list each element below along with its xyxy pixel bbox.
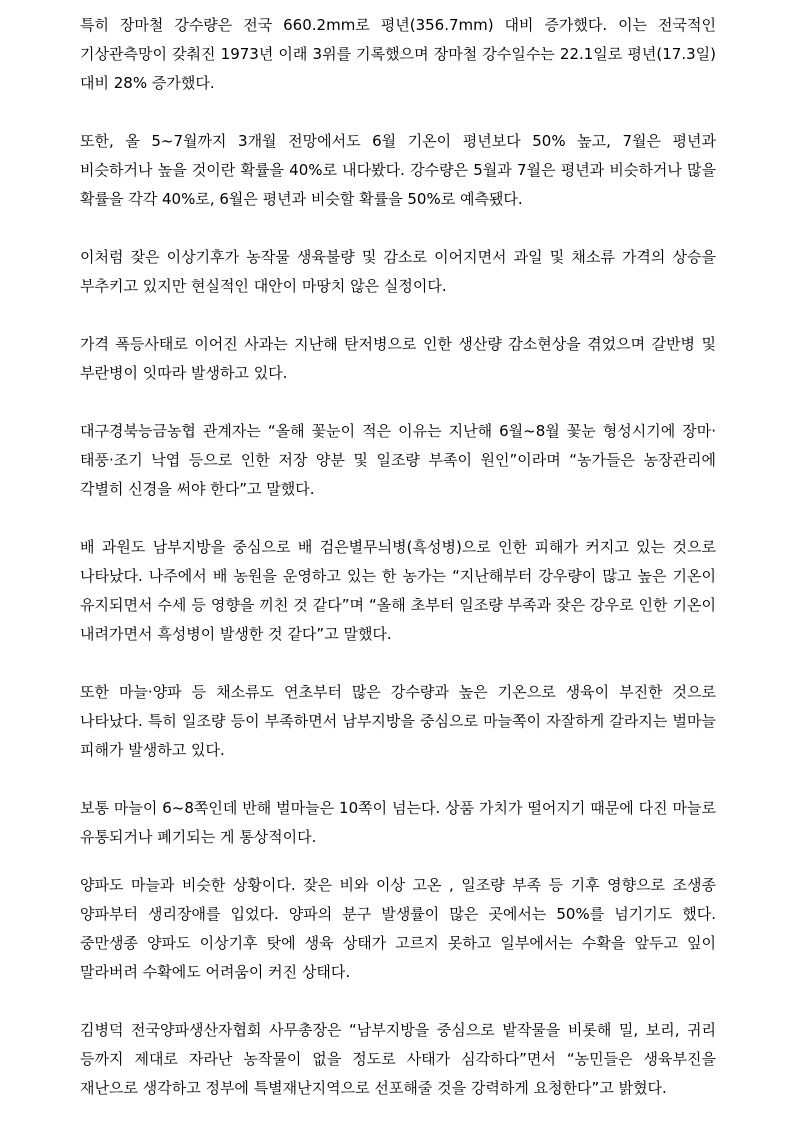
paragraph-apple-disease: 가격 폭등사태로 이어진 사과는 지난해 탄저병으로 인한 생산량 감소현상을 겪었으며 갈반병 및 부란병이 잇따라 발생하고 있다.: [80, 335, 716, 382]
paragraph-cooperative-quote: 대구경북능금농협 관계자는 “올해 꽃눈이 적은 이유는 지난해 6월~8월 꽃눈 형성시기에 장마·태풍·조기 낙엽 등으로 인한 저장 양분 및 일조량 부족이 원인”이라며 “농가들은 농장관리에 각별히 신경을 써야 한다”고 말했다.: [80, 422, 716, 498]
paragraph-pear-scab: 배 과원도 남부지방을 중심으로 배 검은별무늬병(흑성병)으로 인한 피해가 커지고 있는 것으로 나타났다. 나주에서 배 농원을 운영하고 있는 한 농가는 “지난해부터 강우량이 많고 높은 기온이 유지되면서 수세 등 영향을 끼친 것 같다”며 “올해 초부터 일조량 부족과 잦은 강우로 인한 기온이 내려가면서 흑성병이 발생한 것 같다”고 말했다.: [80, 538, 716, 643]
paragraph-three-month-outlook: 또한, 올 5~7월까지 3개월 전망에서도 6월 기온이 평년보다 50% 높고, 7월은 평년과 비슷하거나 높을 것이란 확률을 40%로 내다봤다. 강수량은 5월과 7월은 평년과 비슷하거나 많을 확률을 각각 40%로, 6월은 평년과 비슷할 확률을 50%로 예측됐다.: [80, 132, 716, 208]
paragraph-price-rise: 이처럼 잦은 이상기후가 농작물 생육불량 및 감소로 이어지면서 과일 및 채소류 가격의 상승을 부추키고 있지만 현실적인 대안이 마땅치 않은 실정이다.: [80, 248, 716, 295]
paragraph-rainy-season-rainfall: 특히 장마철 강수량은 전국 660.2mm로 평년(356.7mm) 대비 증가했다. 이는 전국적인 기상관측망이 갖춰진 1973년 이래 3위를 기록했으며 장마철 강수일수는 22.1일로 평년(17.3일) 대비 28% 증가했다.: [80, 16, 716, 92]
paragraph-garlic-onion: 또한 마늘·양파 등 채소류도 연초부터 많은 강수량과 높은 기온으로 생육이 부진한 것으로 나타났다. 특히 일조량 등이 부족하면서 남부지방을 중심으로 마늘쪽이 자잘하게 갈라지는 벌마늘 피해가 발생하고 있다.: [80, 683, 716, 759]
paragraph-split-garlic: 보통 마늘이 6~8쪽인데 반해 벌마늘은 10쪽이 넘는다. 상품 가치가 떨어지기 때문에 다진 마늘로 유통되거나 폐기되는 게 통상적이다.: [80, 799, 716, 846]
paragraph-onion-damage: 양파도 마늘과 비슷한 상황이다. 잦은 비와 이상 고온 , 일조량 부족 등 기후 영향으로 조생종 양파부터 생리장애를 입었다. 양파의 분구 발생률이 많은 곳에서는 50%를 넘기기도 했다. 중만생종 양파도 이상기후 탓에 생육 상태가 고르지 못하고 일부에서는 수확을 앞두고 잎이 말라버려 수확에도 어려움이 커진 상태다.: [80, 876, 716, 981]
paragraph-association-quote: 김병덕 전국양파생산자협회 사무총장은 “남부지방을 중심으로 밭작물을 비롯해 밀, 보리, 귀리 등까지 제대로 자라난 농작물이 없을 정도로 사태가 심각하다”면서 “농민들은 생육부진을 재난으로 생각하고 정부에 특별재난지역으로 선포해줄 것을 강력하게 요청한다”고 밝혔다.: [80, 1021, 716, 1097]
